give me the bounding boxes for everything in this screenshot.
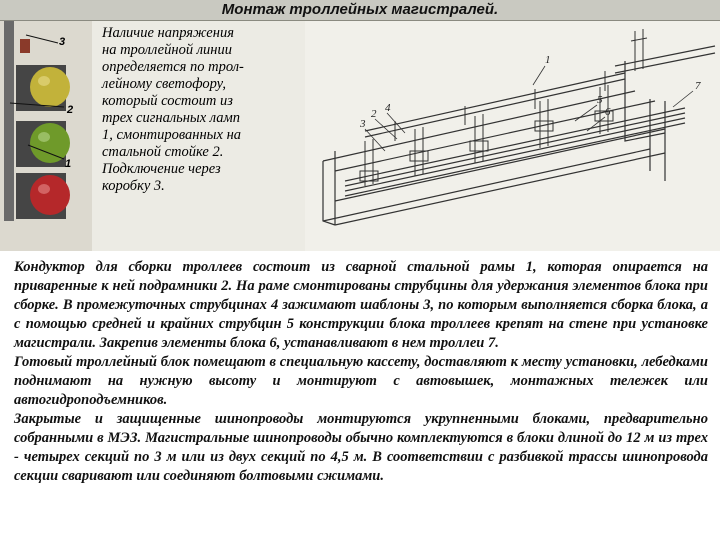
body-text: [14, 258, 708, 486]
drawing-label-2: 2: [371, 108, 377, 120]
photo-label-3: 3: [59, 36, 66, 48]
steel-post: [4, 21, 14, 221]
drawing-label-7: 7: [695, 80, 701, 92]
page-title: Монтаж троллейных магистралей.: [221, 1, 499, 18]
lamp-bottom: [30, 175, 70, 215]
traffic-light-photo: [0, 21, 92, 251]
lamp-top: [30, 67, 70, 107]
photo-label-1: 1: [65, 158, 72, 170]
intro-text: Наличие напряжения на троллейной линии определяется по трол- лейному светофору, который состоит из трех сигнальных ламп 1, смонтированных на стальной стойке 2. Подключение через коробку 3.: [102, 25, 244, 194]
lamp-middle: [30, 123, 70, 163]
top-section: [0, 21, 720, 251]
drawing-label-5: 5: [597, 94, 603, 106]
trolley-jig-drawing: [305, 21, 720, 251]
title-bar: [0, 0, 720, 21]
junction-box: [20, 39, 30, 53]
paragraph-busbars: Закрытые и защищенные шинопроводы монтируются укрупненными блоками, предварительно собранными в МЭЗ. Магистральные шинопроводы обычно комплектуются в блоки длиной до 12 м из трех - четырех секций по 3 м или из двух секций по 4,5 м. В соответствии с разбивкой трассы шинопровода секции сваривают или соединяют болтовыми сжимами.: [14, 411, 708, 484]
drawing-label-1: 1: [545, 54, 551, 66]
drawing-label-6: 6: [605, 106, 611, 118]
drawing-label-4: 4: [385, 102, 391, 114]
drawing-label-3: 3: [360, 118, 366, 130]
photo-label-2: 2: [67, 104, 74, 116]
paragraph-block-installation: Готовый троллейный блок помещают в специальную кассету, доставляют к месту установки, лебедками поднимают на нужную высоту и монтируют с автовышек, монтажных тележек или автогидроподъемников.: [14, 354, 708, 408]
paragraph-conductor: Кондуктор для сборки троллеев состоит из сварной стальной рамы 1, которая опирается на приваренные к ней подрамники 2. На раме смонтированы струбцины для удержания элементов блока при сборке. В промежуточных струбцинах 4 зажимают шаблоны 3, по которым выполняется сборка блока, а с помощью средней и крайних струбцин 5 конструкции блока троллеев крепят на стене при установке магистрали. Закрепив элементы блока 6, устанавливают в нем троллеи 7.: [14, 259, 708, 351]
